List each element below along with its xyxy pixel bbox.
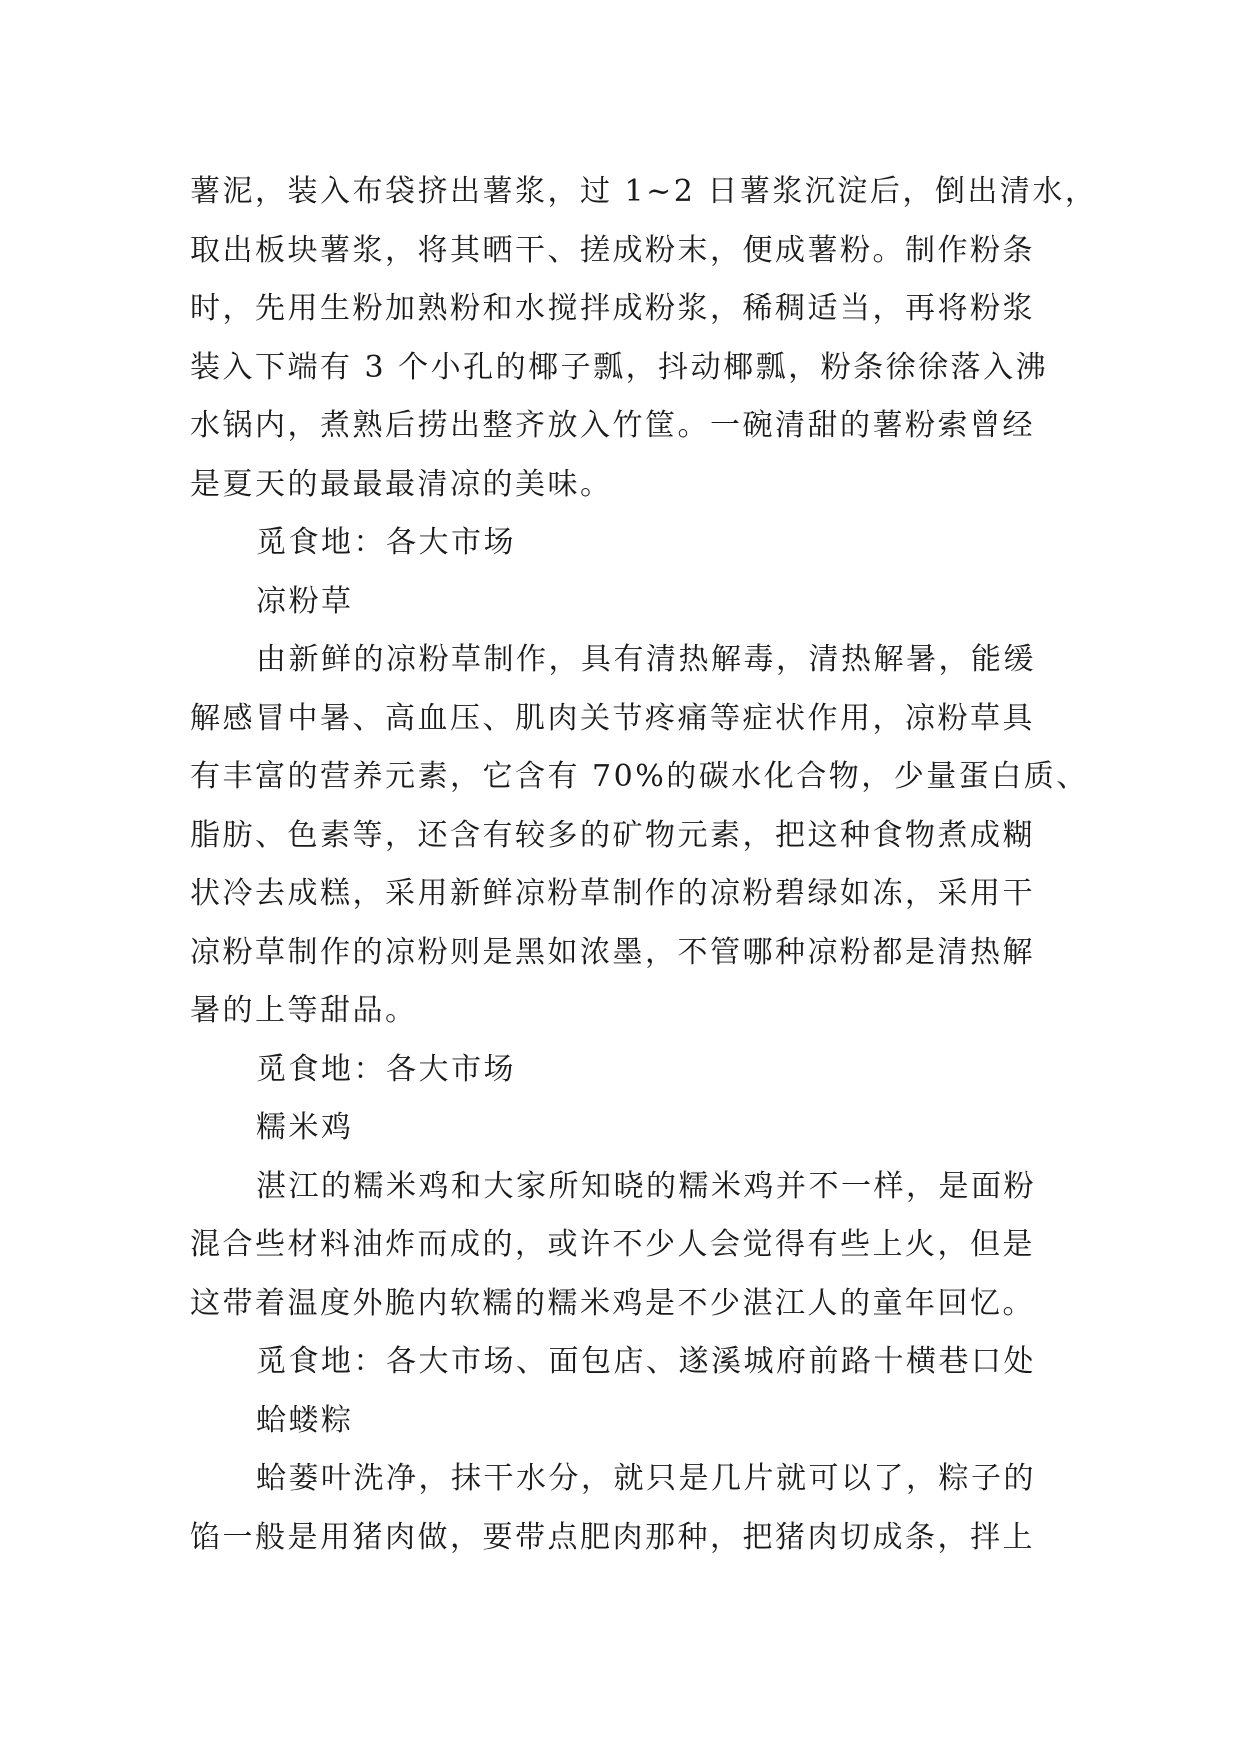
paragraph-line: 状冷去成糕，采用新鲜凉粉草制作的凉粉碧绿如冻，采用干 — [190, 876, 1035, 911]
paragraph-line: 这带着温度外脆内软糯的糯米鸡是不少湛江人的童年回忆。 — [190, 1285, 1035, 1321]
paragraph-line: 是夏天的最最最清凉的美味。 — [190, 466, 613, 502]
paragraph-line: 馅一般是用猪肉做，要带点肥肉那种，把猪肉切成条，拌上 — [190, 1519, 1035, 1555]
location-line: 觅食地：各大市场、面包店、遂溪城府前路十横巷口处 — [256, 1344, 1036, 1379]
paragraph-line: 解感冒中暑、高血压、肌肉关节疼痛等症状作用，凉粉草具 — [190, 700, 1035, 736]
location-line: 觅食地：各大市场 — [256, 1051, 516, 1087]
paragraph-line: 薯泥，装入布袋挤出薯浆，过 1~2 日薯浆沉淀后，倒出清水， — [190, 174, 1098, 209]
paragraph-line: 混合些材料油炸而成的，或许不少人会觉得有些上火，但是 — [190, 1227, 1035, 1262]
paragraph-line: 脂肪、色素等，还含有较多的矿物元素，把这种食物煮成糊 — [190, 817, 1035, 853]
body-text — [190, 163, 1098, 1567]
section-heading: 凉粉草 — [256, 583, 354, 619]
paragraph-line: 凉粉草制作的凉粉则是黑如浓墨，不管哪种凉粉都是清热解 — [190, 934, 1035, 970]
paragraph-line: 暑的上等甜品。 — [190, 993, 418, 1028]
section-heading: 蛤蝼粽 — [256, 1402, 354, 1438]
section-heading: 糯米鸡 — [256, 1110, 354, 1145]
paragraph-line: 时，先用生粉加熟粉和水搅拌成粉浆，稀稠适当，再将粉浆 — [190, 291, 1035, 326]
paragraph-line: 蛤蒌叶洗净，抹干水分，就只是几片就可以了，粽子的 — [256, 1461, 1036, 1496]
paragraph-line: 水锅内，煮熟后捞出整齐放入竹筐。一碗清甜的薯粉索曾经 — [190, 408, 1035, 443]
location-line: 觅食地：各大市场 — [256, 525, 516, 560]
paragraph-line: 取出板块薯浆，将其晒干、搓成粉末，便成薯粉。制作粉条 — [190, 232, 1035, 268]
paragraph-line: 由新鲜的凉粉草制作，具有清热解毒，清热解暑，能缓 — [256, 642, 1036, 677]
paragraph-line: 装入下端有 3 个小孔的椰子瓢，抖动椰瓢，粉条徐徐落入沸 — [190, 349, 1049, 385]
paragraph-line: 湛江的糯米鸡和大家所知晓的糯米鸡并不一样，是面粉 — [256, 1168, 1036, 1204]
paragraph-line: 有丰富的营养元素，它含有 70%的碳水化合物，少量蛋白质、 — [190, 759, 1089, 794]
